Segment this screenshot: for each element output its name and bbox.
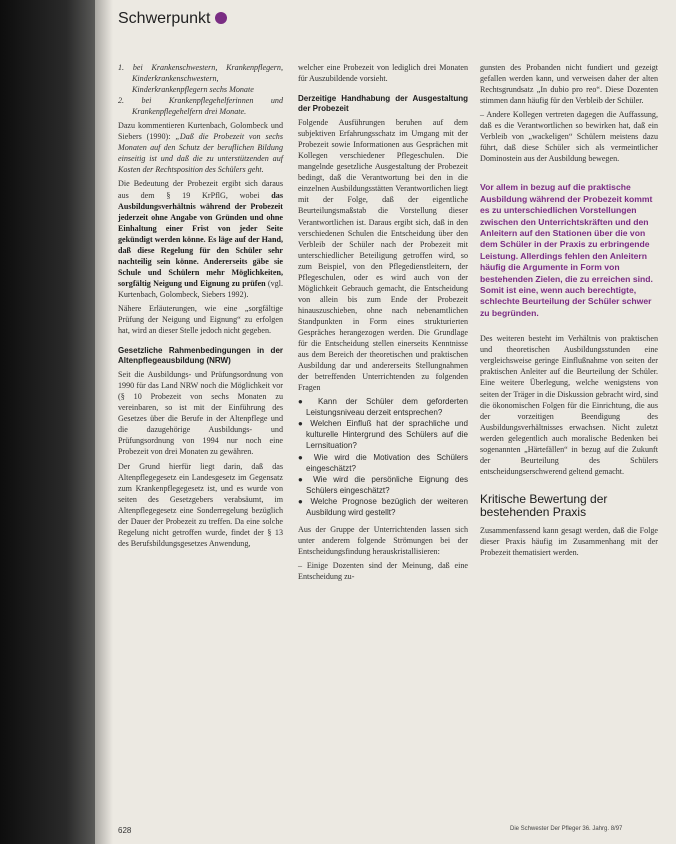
- probezeit-list: [118, 62, 283, 117]
- paragraph-intro: Dazu kommentieren Kurtenbach, Golombeck und Siebers (1990):: [118, 121, 283, 142]
- list-item: ● Welchen Einfluß hat der sprachliche und kulturelle Hintergrund des Schülers auf die Lernsituation?: [298, 419, 469, 451]
- column-3: [480, 62, 658, 561]
- paragraph: welcher eine Probezeit von lediglich drei Monaten für Auszubildende vorsieht.: [298, 63, 468, 84]
- pull-quote: Vor allem in bezug auf die praktische Ausbildung während der Probezeit kommt es zu unterschiedlichen Vorstellungen zwischen den Unterrichtskräften und den Anleitern auf den Stationen über die von dem Schüler in der Praxis zu erbringende Leistung. Allerdings fehlen den Anleitern häufig die Argumente in Form von bestehenden Zielen, die zu erreichen sind. Somit ist eine, wenn auch berechtigte, schlechte Beurteilung der Schüler schwer zu begründen.: [480, 182, 653, 318]
- paragraph: Zusammenfassend kann gesagt werden, daß die Folge dieser Praxis häufig im Zusammenhang mit der Probezeit thematisiert werden.: [480, 525, 658, 557]
- list-item-text: Welchen Einfluß hat der sprachliche und kulturelle Hintergrund des Schülers auf die Lernsituation?: [306, 419, 469, 451]
- section-header: [118, 10, 227, 28]
- section-heading-large: Kritische Bewertung der bestehenden Praxis: [480, 491, 608, 519]
- scan-dark-margin: [0, 0, 95, 844]
- list-item: ● Wie wird die persönliche Eignung des Schülers eingeschätzt?: [298, 474, 468, 495]
- page-number: 628: [118, 826, 132, 835]
- section-title: Schwerpunkt: [118, 10, 211, 27]
- section-marker-dot-icon: [215, 12, 227, 24]
- journal-footer: Die Schwester Der Pfleger 36. Jahrg. 8/97: [510, 826, 623, 832]
- section-heading: Gesetzliche Rahmenbedingungen in der Altenpflegeausbildung (NRW): [118, 346, 283, 366]
- paragraph: [118, 178, 283, 300]
- paragraph: – Einige Dozenten sind der Meinung, daß eine Entscheidung zu-: [298, 560, 468, 581]
- list-item: 2. bei Krankenpflegehelferinnen und Krankenpflegehelfern drei Monate.: [118, 96, 283, 117]
- list-item-text: Wie wird die Motivation des Schülers eingeschätzt?: [306, 452, 468, 473]
- list-item: ● Wie wird die Motivation des Schülers eingeschätzt?: [298, 452, 468, 473]
- paragraph: Nähere Erläuterungen, wie eine „sorgfältige Prüfung der Neigung und Eignung“ zu erfolgen hat, wird an dieser Stelle jedoch nicht gegeben.: [118, 303, 283, 336]
- column-2: [298, 62, 468, 585]
- section-heading: Derzeitige Handhabung der Ausgestaltung der Probezeit: [298, 94, 468, 114]
- list-item: 1. bei Krankenschwestern, Krankenpflegern, Kinderkrankenschwestern, Kinderkrankenpflegern sechs Monate: [118, 63, 283, 95]
- list-item-text: Wie wird die persönliche Eignung des Schülers eingeschätzt?: [306, 474, 468, 495]
- paragraph: Der Grund hierfür liegt darin, daß das Altenpflegegesetz ein Landesgesetz im Gegensatz zum Krankenpflegegesetz ist, und es wurde von seiten des Gesetzgebers verabsäumt, im Altenpflegegesetz eine Sonderregelung bezüglich der Dauer der Probezeit zu treffen. Da eine solche Regelung nicht getroffen wurde, findet der § 13 des Berufsbildungsgesetzes Anwendung,: [118, 461, 283, 548]
- paragraph: Folgende Ausführungen beruhen auf dem subjektiven Erfahrungsschatz im Umgang mit der Probezeit sowie Informationen aus Gesprächen mit Kollegen verschiedener Pflegeschulen. Die mangelnde gesetzliche Ausgestaltung der Probezeit bedingt, daß die Verantwortung bei den in die einzelnen Ausbildungsstätten Verantwortlichen liegt mit der Folge, daß der eigentliche Beurteilungsmaßstab die Vorstellung dieser Verantwortlichen ist. Daraus ergibt sich, daß in den verschiedenen Schulen die Entscheidung über den Verbleib der Schüler nach der Probezeit mit unterschiedlicher Beteiligung getroffen wird, so zum Beispiel, von den Pflegedienstleitern, der Pflegeschulen, oder es wird auch von der Möglichkeit Gebrauch gemacht, die Entscheidung von allein bis zum Ende der Probezeit hinauszuschieben, ohne nach nebenamtlichen Standpunkten in Form eines strukturierten Gespräches herangezogen werden. Die Grundlage für die Entscheidung stellen einerseits Kenntnisse aus dem Bereich der theoretischen und praktischen Ausbildung dar und andererseits Stellungnahmen der betreffenden Unterrichtenden zu folgenden Fragen: [298, 118, 468, 393]
- citation: (vgl. Kurtenbach, Golombeck, Siebers 1992).: [118, 278, 283, 299]
- paragraph: – Andere Kollegen vertreten dagegen die Auffassung, daß es die Verantwortlichen so bewirken hat, daß ein Verbleib von „wackeligen“ Schülern meistens dazu führt, daß diese Schüler sich als vermeintlicher Dominostein aus der Ausbildung bewegen.: [480, 110, 658, 164]
- list-item-text: Welche Prognose bezüglich der weiteren Ausbildung wird gestellt?: [306, 496, 468, 517]
- quote: „Daß die Probezeit von sechs Monaten auf den Schutz der beruflichen Bildung einseitig ist und daß die zu unterstützenden auf Kosten der Rechtsposition des Schülers geht.: [118, 132, 283, 175]
- list-item-text: Kann der Schüler dem geforderten Leistungsniveau derzeit entsprechen?: [306, 397, 468, 418]
- paragraph-text: Die Bedeutung der Probezeit ergibt sich daraus aus dem § 19 KrPflG, wobei: [118, 179, 283, 200]
- list-item: ● Welche Prognose bezüglich der weiteren Ausbildung wird gestellt?: [298, 496, 468, 517]
- column-1: [118, 62, 283, 552]
- paragraph: Des weiteren besteht im Verhältnis von praktischen und theoretischen Ausbildungsstunden eine vergleichsweise geringe Einflußnahme von seiten der praktischen Anleiter auf die Beurteilung der Schüler. Eine weitere Überlegung, welche wenigstens von seiten der Träger in die Diskussion gebracht wird, sind die ökonomischen Folgen für die Einrichtung, die aus der vorzeitigen Beendigung des Ausbildungsverhältnisses erwachsen. Nicht zuletzt werden gelegentlich auch moralische Bedenken bei sogenannten „Härtefällen“ in bezug auf die Zukunft der Beurteilung des Schülers entscheidungserschwerend geltend gemacht.: [480, 334, 658, 476]
- paragraph: gunsten des Probanden nicht fundiert und gezeigt gefallen werden kann, und verweisen daher der alten Rechtsgrundsatz „In dubio pro reo“. Diese Dozenten stimmen dann häufig für den Verbleib der Schüler.: [480, 63, 658, 106]
- paragraph: Aus der Gruppe der Unterrichtenden lassen sich unter anderem folgende Strömungen bei der Entscheidungsfindung herauskristallisieren:: [298, 524, 468, 556]
- list-item: ● Kann der Schüler dem geforderten Leistungsniveau derzeit entsprechen?: [298, 397, 468, 418]
- paragraph: Seit die Ausbildungs- und Prüfungsordnung von 1990 für das Land NRW noch die Möglichkeit vor (§ 10 Probezeit von sechs Monaten zu vereinbaren, so ist mit der Einführung des Gesetzes über die Berufe in der Altenpflege und die dazugehörige Ausbildungs- und Prüfungsordnung von 1994 nur noch eine Probezeit von drei Monaten zu gewähren.: [118, 370, 283, 457]
- question-list: [298, 396, 468, 518]
- bold-text: das Ausbildungsverhältnis während der Probezeit jederzeit ohne Angabe von Gründen und ohne Einhaltung einer Frist von jeder Seite gekündigt werden könne. Es läge auf der Hand, daß diese Regelung für den Schüler sehr nachteilig sein könne. Andererseits gäbe sie Schule und Schülern mehr Möglichkeiten, sorgfältig Neigung und Eignung zu prüfen: [118, 190, 283, 288]
- paragraph: [118, 120, 283, 175]
